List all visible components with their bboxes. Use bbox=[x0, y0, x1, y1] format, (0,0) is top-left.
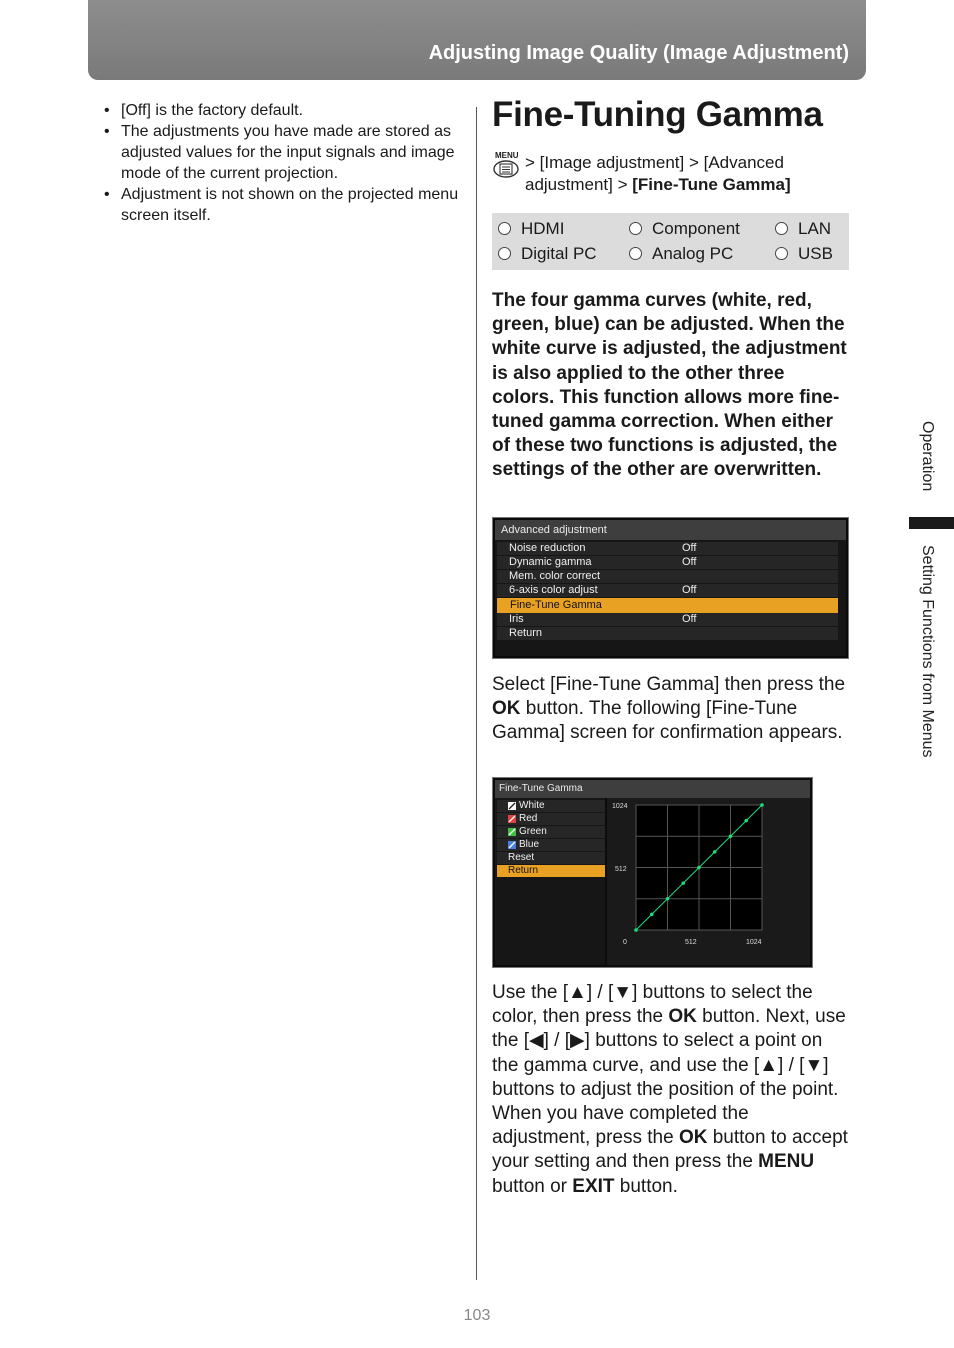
menu-row-value: Off bbox=[682, 556, 697, 568]
y-tick-label: 512 bbox=[615, 866, 627, 873]
gamma-item-white bbox=[497, 800, 605, 812]
gamma-item-blue bbox=[497, 839, 605, 851]
input-label: LAN bbox=[798, 218, 832, 238]
text-run: ] buttons to adjust the position of the point. When you have completed the adjustment, press the bbox=[492, 1054, 839, 1149]
circle-icon bbox=[629, 222, 642, 235]
exit-label: EXIT bbox=[572, 1175, 615, 1197]
text-run: Use the [ bbox=[492, 982, 569, 1003]
menu-path-target: [Fine-Tune Gamma] bbox=[632, 175, 791, 194]
ok-label: OK bbox=[492, 698, 521, 720]
intro-text: The four gamma curves (white, red, green, blue) can be adjusted. When the white curve is adjusted, the adjustment is also applied to the other three colors. This function allows more fine-tuned gamma correction. When either of these two functions is adjusted, the settings of the other are overwritten. bbox=[492, 290, 847, 481]
y-tick-label: 1024 bbox=[612, 803, 628, 810]
screen-menu bbox=[495, 540, 846, 656]
right-arrow-icon: ▶ bbox=[570, 1030, 585, 1052]
circle-icon bbox=[498, 222, 511, 235]
checkbox-icon bbox=[508, 815, 516, 823]
input-usb bbox=[775, 244, 833, 264]
gamma-item-green bbox=[497, 826, 605, 838]
menu-row-mem-color bbox=[497, 570, 838, 583]
input-label: USB bbox=[798, 243, 833, 263]
fine-tune-gamma-screen bbox=[492, 777, 813, 968]
gamma-point bbox=[650, 913, 654, 917]
gamma-point bbox=[681, 881, 685, 885]
gamma-point bbox=[713, 850, 717, 854]
left-arrow-icon: ◀ bbox=[528, 1030, 544, 1052]
advanced-adjustment-screen bbox=[492, 517, 849, 659]
gamma-item-label: Green bbox=[519, 826, 547, 837]
column-divider bbox=[476, 107, 477, 1280]
menu-row-label: Dynamic gamma bbox=[509, 556, 592, 568]
input-label: Analog PC bbox=[652, 243, 734, 263]
input-component bbox=[629, 219, 775, 239]
input-lan bbox=[775, 219, 831, 239]
circle-icon bbox=[629, 247, 642, 260]
gamma-item-red bbox=[497, 813, 605, 825]
menu-row-value: Off bbox=[682, 542, 697, 554]
gamma-point bbox=[744, 819, 748, 823]
page-number: 103 bbox=[463, 1307, 491, 1324]
menu-label: MENU bbox=[758, 1151, 815, 1173]
menu-row-label: 6-axis color adjust bbox=[509, 584, 598, 596]
menu-row-iris bbox=[497, 613, 838, 626]
menu-button-icon bbox=[493, 152, 519, 178]
side-tab-setting: Setting Functions from Menus bbox=[919, 545, 936, 758]
checkbox-icon bbox=[508, 828, 516, 836]
menu-row-label: Fine-Tune Gamma bbox=[510, 599, 602, 611]
text-run: ] buttons to select a point on the gamma curve, and use the [ bbox=[492, 1030, 823, 1076]
main-column bbox=[492, 92, 852, 1197]
input-row bbox=[492, 241, 849, 266]
note-item: • The adjustments you have made are stored as adjusted values for the input signals and image mode of the current projection. bbox=[104, 121, 462, 184]
screen-title: Advanced adjustment bbox=[495, 520, 846, 540]
menu-row-value: Off bbox=[682, 613, 697, 625]
instruction-select bbox=[492, 673, 852, 746]
input-signals-box bbox=[492, 213, 849, 270]
gamma-item-label: Return bbox=[508, 865, 539, 876]
x-tick-label: 0 bbox=[623, 939, 627, 946]
circle-icon bbox=[775, 222, 788, 235]
menu-row-6axis bbox=[497, 584, 838, 597]
gamma-item-return bbox=[497, 865, 605, 877]
input-hdmi bbox=[492, 219, 629, 239]
input-label: Digital PC bbox=[521, 243, 597, 263]
text-run: ] buttons to select the color, then press the bbox=[492, 982, 813, 1028]
menu-row-noise-reduction bbox=[497, 542, 838, 555]
side-tab-operation: Operation bbox=[919, 421, 936, 492]
page-header bbox=[88, 0, 866, 80]
gamma-item-label: White bbox=[519, 800, 545, 811]
header-title: Adjusting Image Quality (Image Adjustment) bbox=[428, 42, 849, 64]
note-item: • Adjustment is not shown on the projected menu screen itself. bbox=[104, 184, 462, 226]
text-run: ] / [ bbox=[543, 1030, 571, 1052]
x-tick-label: 1024 bbox=[746, 939, 762, 946]
side-tab-marker bbox=[909, 517, 954, 529]
input-digital-pc bbox=[492, 244, 629, 264]
gamma-item-reset bbox=[497, 852, 605, 864]
x-tick-label: 512 bbox=[685, 939, 697, 946]
note-item: • [Off] is the factory default. bbox=[104, 100, 462, 121]
input-analog-pc bbox=[629, 244, 775, 264]
page-title: Fine-Tuning Gamma bbox=[492, 95, 823, 134]
menu-row-value: Off bbox=[682, 584, 697, 596]
text-run: button. The following [Fine-Tune Gamma] screen for confirmation appears. bbox=[492, 698, 843, 744]
text-run: button. bbox=[614, 1175, 678, 1197]
gamma-point bbox=[666, 897, 670, 901]
gamma-item-label: Reset bbox=[508, 852, 535, 863]
menu-row-label: Iris bbox=[509, 613, 524, 625]
text-run: ] / [ bbox=[586, 982, 614, 1003]
instruction-adjust bbox=[492, 981, 852, 1199]
text-run: button. Next, use the [ bbox=[492, 1006, 846, 1052]
gamma-item-label: Red bbox=[519, 813, 538, 824]
down-arrow-icon: ▼ bbox=[613, 982, 633, 1003]
input-label: HDMI bbox=[521, 218, 565, 238]
up-arrow-icon: ▲ bbox=[568, 982, 587, 1003]
gamma-item-label: Blue bbox=[519, 839, 540, 850]
menu-row-label: Noise reduction bbox=[509, 542, 586, 554]
text-run: Select [Fine-Tune Gamma] then press the bbox=[492, 674, 846, 695]
gamma-point bbox=[729, 834, 733, 838]
notes-list bbox=[104, 100, 462, 226]
down-arrow-icon: ▼ bbox=[804, 1054, 824, 1076]
gamma-graph-panel bbox=[607, 798, 810, 965]
circle-icon bbox=[775, 247, 788, 260]
gamma-point bbox=[760, 803, 764, 807]
ok-label: OK bbox=[668, 1006, 697, 1028]
gamma-chart bbox=[607, 798, 810, 965]
menu-icon-label: MENU bbox=[495, 151, 519, 160]
checkbox-icon bbox=[508, 841, 516, 849]
circle-icon bbox=[498, 247, 511, 260]
gamma-point bbox=[697, 866, 701, 870]
text-run: button or bbox=[492, 1175, 573, 1197]
menu-row-label: Return bbox=[509, 627, 543, 639]
ok-label: OK bbox=[678, 1127, 708, 1149]
up-arrow-icon: ▲ bbox=[759, 1054, 779, 1076]
gamma-menu bbox=[495, 798, 605, 965]
menu-path-text: > [Image adjustment] > [Advanced adjustment] > bbox=[525, 153, 784, 194]
checkbox-icon bbox=[508, 802, 516, 810]
menu-row-return bbox=[497, 627, 838, 640]
gamma-point bbox=[634, 928, 638, 932]
menu-row-label: Mem. color correct bbox=[509, 570, 601, 582]
input-label: Component bbox=[652, 218, 740, 238]
menu-row-dynamic-gamma bbox=[497, 556, 838, 569]
input-row bbox=[492, 216, 849, 241]
text-run: button to accept your setting and then press the bbox=[492, 1127, 848, 1173]
menu-row-fine-tune-gamma bbox=[497, 598, 838, 613]
text-run: ] / [ bbox=[778, 1054, 805, 1076]
screen-title: Fine-Tune Gamma bbox=[495, 780, 810, 798]
menu-path bbox=[492, 152, 852, 196]
